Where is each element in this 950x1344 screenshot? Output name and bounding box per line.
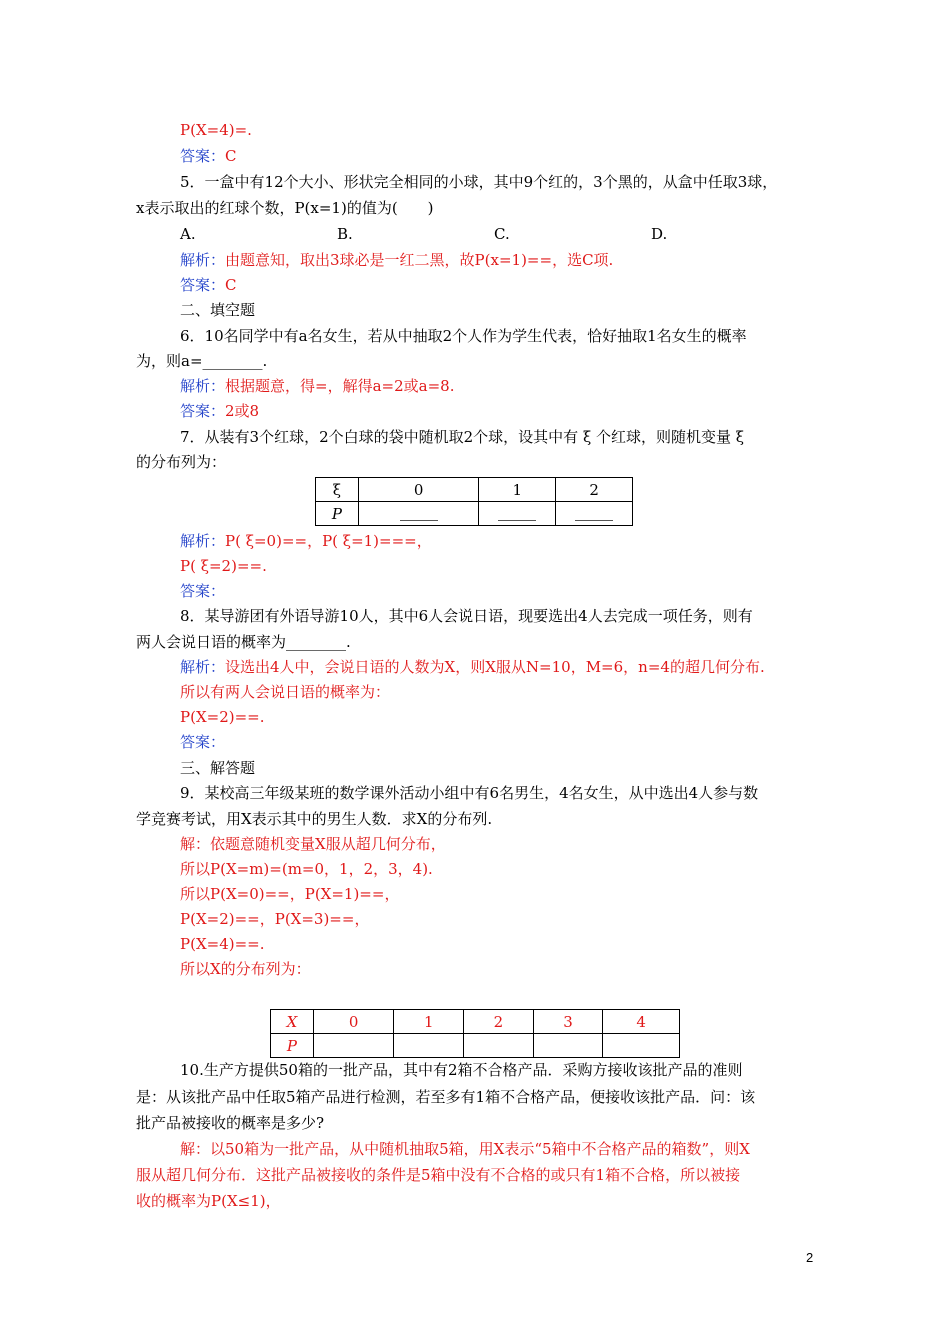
table-cell: P — [316, 502, 359, 526]
question-8-line-2: 两人会说日语的概率为________. — [136, 633, 351, 651]
solution-label: 解： — [180, 1140, 211, 1158]
question-7-line-1: 7．从装有3个红球，2个白球的袋中随机取2个球，设其中有 ξ 个红球，则随机变量 ξ — [180, 428, 745, 446]
question-9-solution-2: 所以P(X=m)=(m=0，1，2，3，4). — [180, 860, 433, 878]
question-8-solution-3: P(X=2)==. — [180, 708, 265, 726]
question-10-line-1: 10.生产方提供50箱的一批产品，其中有2箱不合格产品．采购方接收该批产品的准则 — [180, 1061, 743, 1079]
question-9-solution-4: P(X=2)==，P(X=3)==， — [180, 910, 370, 928]
table-cell — [603, 1034, 680, 1058]
solution-text: P( ξ=0)==，P( ξ=1)===， — [225, 532, 432, 550]
question-10-solution-1 — [180, 1139, 820, 1159]
table-cell — [313, 1034, 394, 1058]
table-cell — [533, 1034, 603, 1058]
section-heading-2: 二、填空题 — [180, 301, 256, 319]
option-a: A. — [180, 225, 196, 243]
question-6-line-1: 6．10名同学中有a名女生，若从中抽取2个人作为学生代表，恰好抽取1名女生的概率 — [180, 327, 747, 345]
question-5-answer — [180, 275, 820, 295]
question-5-options — [180, 224, 820, 244]
solution-label: 解析： — [180, 532, 226, 550]
question-9-line-1: 9．某校高三年级某班的数学课外活动小组中有6名男生，4名女生，从中选出4人参与数 — [180, 784, 759, 802]
question-9-line-2: 学竞赛考试，用X表示其中的男生人数．求X的分布列. — [136, 810, 493, 828]
distribution-table-7 — [315, 477, 633, 526]
question-9-solution-5: P(X=4)==. — [180, 935, 265, 953]
table-cell — [556, 502, 633, 526]
table-row — [271, 1010, 680, 1034]
question-5-solution — [180, 250, 820, 270]
option-d: D. — [651, 225, 668, 243]
table-row — [316, 478, 633, 502]
answer-label: 答案： — [180, 147, 226, 165]
question-5-line-1: 5．一盒中有12个大小、形状完全相同的小球，其中9个红的，3个黑的，从盒中任取3球， — [180, 173, 778, 191]
question-6-answer — [180, 401, 820, 421]
answer-value: 2或8 — [225, 402, 260, 420]
section-heading-3: 三、解答题 — [180, 759, 256, 777]
solution-label: 解析： — [180, 377, 226, 395]
table-cell — [394, 1034, 464, 1058]
question-5-line-2: x表示取出的红球个数，P(x=1)的值为( ) — [136, 199, 434, 217]
table-cell: 0 — [358, 478, 479, 502]
table-cell: 3 — [533, 1010, 603, 1034]
question-7-solution-1 — [180, 531, 820, 551]
table-cell: 4 — [603, 1010, 680, 1034]
solution-label: 解析： — [180, 251, 226, 269]
question-9-solution-6: 所以X的分布列为： — [180, 960, 311, 978]
answer-value: C — [225, 276, 237, 294]
distribution-table-9 — [270, 1009, 680, 1058]
question-8-solution-1 — [180, 657, 820, 677]
answer-label: 答案： — [180, 402, 226, 420]
answer-blank — [498, 508, 536, 521]
table-cell: 0 — [313, 1010, 394, 1034]
question-9-solution-3: 所以P(X=0)==，P(X=1)==， — [180, 885, 400, 903]
table-cell: 2 — [464, 1010, 534, 1034]
table-cell: 1 — [479, 478, 556, 502]
table-cell — [479, 502, 556, 526]
question-10-solution-2: 服从超几何分布．这批产品被接收的条件是5箱中没有不合格的或只有1箱不合格，所以被接 — [136, 1166, 741, 1184]
solution-label: 解析： — [180, 658, 226, 676]
solution-text: 设选出4人中，会说日语的人数为X，则X服从N=10，M=6，n=4的超几何分布. — [225, 658, 765, 676]
option-b: B. — [337, 225, 353, 243]
answer-value: C — [225, 147, 237, 165]
table-cell: ξ — [316, 478, 359, 502]
question-8-line-1: 8．某导游团有外语导游10人，其中6人会说日语，现要选出4人去完成一项任务，则有 — [180, 607, 753, 625]
table-cell — [358, 502, 479, 526]
table-cell: 2 — [556, 478, 633, 502]
table-cell — [464, 1034, 534, 1058]
solution-text: 根据题意，得=，解得a=2或a=8. — [225, 377, 455, 395]
answer-line — [180, 146, 820, 166]
table-row — [316, 502, 633, 526]
question-8-answer-label: 答案： — [180, 733, 226, 751]
question-7-solution-2: P( ξ=2)==. — [180, 557, 267, 575]
table-cell: X — [271, 1010, 314, 1034]
question-7-answer-label: 答案： — [180, 582, 226, 600]
solution-text: 以50箱为一批产品，从中随机抽取5箱，用X表示“5箱中不合格产品的箱数”，则X — [210, 1140, 750, 1158]
question-7-line-2: 的分布列为： — [136, 453, 227, 471]
table-row — [271, 1034, 680, 1058]
solution-text: 由题意知，取出3球必是一红二黑，故P(x=1)==，选C项. — [225, 251, 614, 269]
solution-label: 解： — [180, 835, 211, 853]
question-9-solution-1 — [180, 834, 820, 854]
question-6-solution — [180, 376, 820, 396]
question-10-line-3: 批产品被接收的概率是多少? — [136, 1114, 325, 1132]
page-number: 2 — [806, 1250, 814, 1265]
question-10-solution-3: 收的概率为P(X≤1)， — [136, 1192, 281, 1210]
solution-text: 依题意随机变量X服从超几何分布， — [210, 835, 446, 853]
answer-blank — [400, 508, 438, 521]
formula-line: P(X=4)=. — [180, 121, 252, 139]
question-8-solution-2: 所以有两人会说日语的概率为： — [180, 683, 391, 701]
answer-blank — [575, 508, 613, 521]
question-6-line-2: 为，则a=________. — [136, 352, 268, 370]
answer-label: 答案： — [180, 276, 226, 294]
option-c: C. — [494, 225, 510, 243]
table-cell: P — [271, 1034, 314, 1058]
table-cell: 1 — [394, 1010, 464, 1034]
question-10-line-2: 是：从该批产品中任取5箱产品进行检测，若至多有1箱不合格产品，便接收该批产品．问：该 — [136, 1088, 756, 1106]
